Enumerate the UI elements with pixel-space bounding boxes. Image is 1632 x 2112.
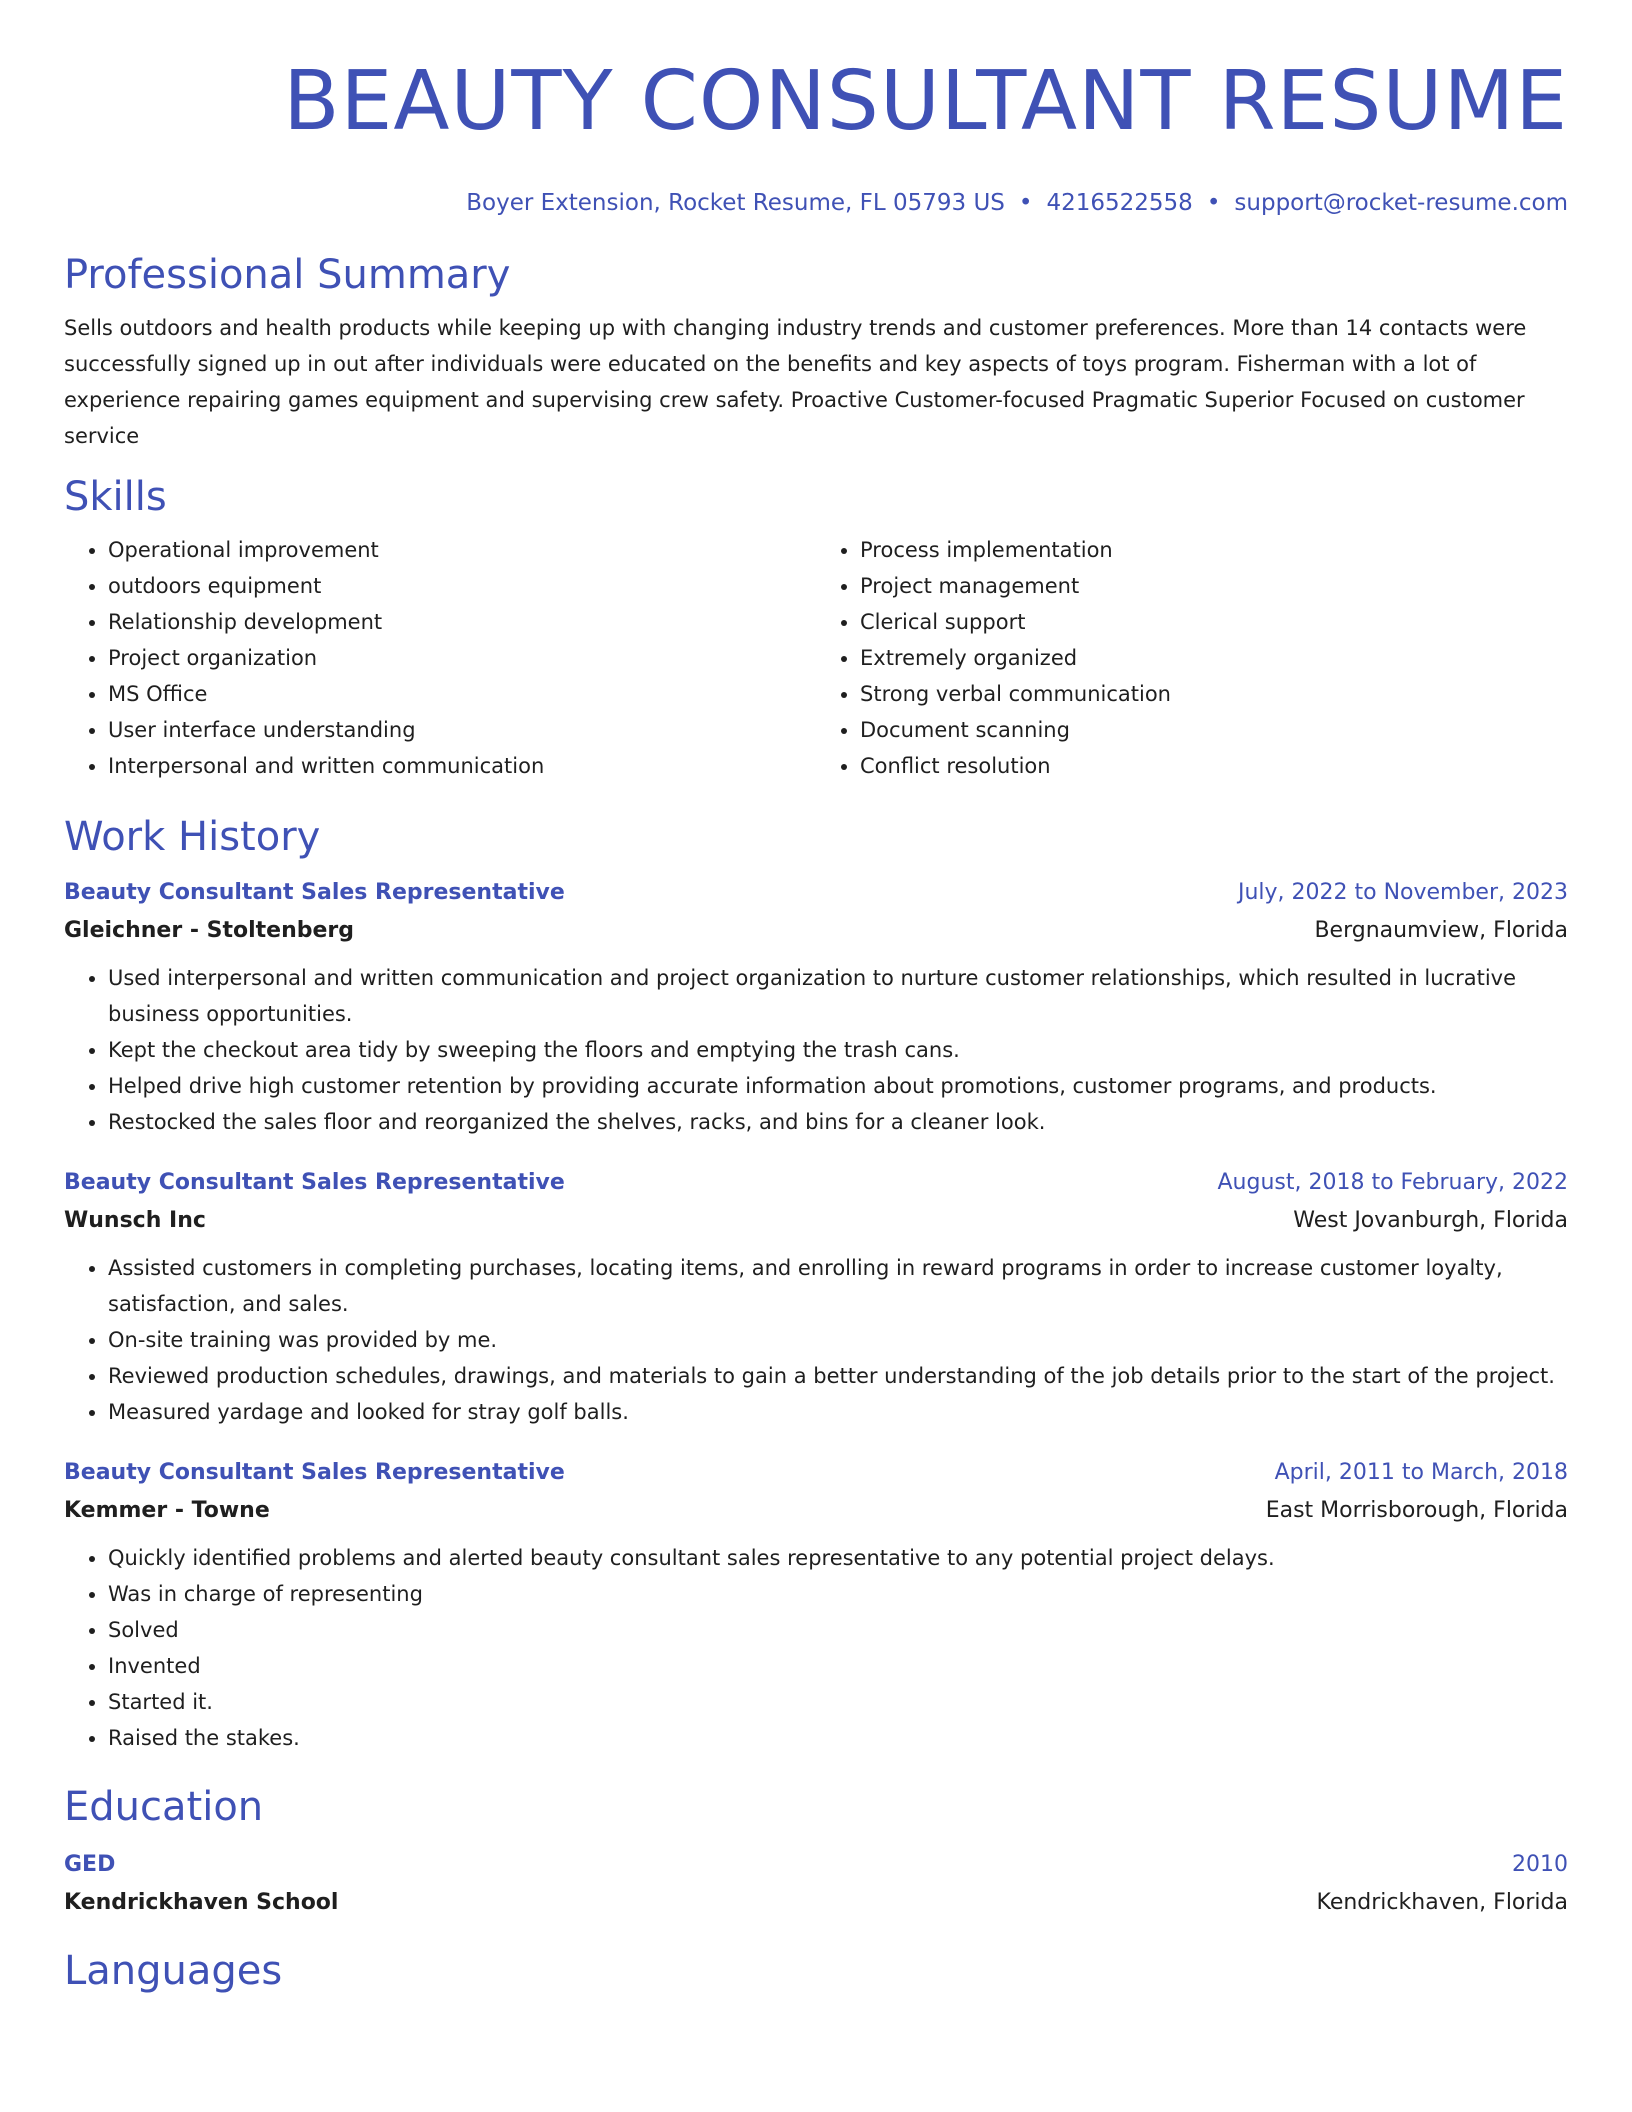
job-bullet: • Solved: [108, 1612, 1568, 1648]
job-bullet: • Quickly identified problems and alerted beauty consultant sales representative to any potential project delays.: [108, 1540, 1568, 1576]
job-bullet: • Kept the checkout area tidy by sweeping the floors and emptying the trash cans.: [108, 1032, 1568, 1068]
job-header: [64, 874, 1568, 912]
job-bullets: [64, 960, 1568, 1140]
job-bullet: • Used interpersonal and written communication and project organization to nurture customer relationships, which resulted in lucrative business opportunities.: [108, 960, 1568, 1032]
job-bullet: • Reviewed production schedules, drawings, and materials to gain a better understanding of the job details prior to the start of the project.: [108, 1358, 1568, 1394]
skill-item: • outdoors equipment: [108, 568, 816, 604]
job-subheader: [64, 1202, 1568, 1240]
job-bullet: • On-site training was provided by me.: [108, 1322, 1568, 1358]
job-bullets: [64, 1250, 1568, 1430]
skill-item: • Document scanning: [860, 712, 1568, 748]
job-dates: April, 2011 to March, 2018: [1274, 1460, 1568, 1485]
skill-item: • User interface understanding: [108, 712, 816, 748]
job-dates: July, 2022 to November, 2023: [1237, 880, 1568, 905]
skills-heading: Skills: [64, 474, 167, 520]
contact-line: [64, 188, 1568, 218]
resume-page: [64, 0, 1568, 1996]
work-history-heading: Work History: [64, 814, 321, 860]
job-dates: August, 2018 to February, 2022: [1217, 1170, 1568, 1195]
job-company: Kemmer - Towne: [64, 1498, 270, 1523]
job-bullet: • Restocked the sales floor and reorganized the shelves, racks, and bins for a cleaner look.: [108, 1104, 1568, 1140]
job-bullets: [64, 1540, 1568, 1756]
skill-item: • Conflict resolution: [860, 748, 1568, 784]
education-location: Kendrickhaven, Florida: [1316, 1890, 1568, 1915]
job-entry: [64, 1454, 1568, 1756]
resume-title: BEAUTY CONSULTANT RESUME: [283, 54, 1568, 149]
job-bullet: • Raised the stakes.: [108, 1720, 1568, 1756]
skill-item: • Interpersonal and written communication: [108, 748, 816, 784]
job-title: Beauty Consultant Sales Representative: [64, 880, 565, 905]
job-header: [64, 1454, 1568, 1492]
job-subheader: [64, 1492, 1568, 1530]
job-title: Beauty Consultant Sales Representative: [64, 1170, 565, 1195]
contact-address: Boyer Extension, Rocket Resume, FL 05793 US: [466, 190, 1005, 216]
job-subheader: [64, 912, 1568, 950]
skills-column-left: [64, 532, 816, 784]
skill-item: • MS Office: [108, 676, 816, 712]
job-bullet: • Assisted customers in completing purchases, locating items, and enrolling in reward programs in order to increase customer loyalty, satisfaction, and sales.: [108, 1250, 1568, 1322]
job-entry: [64, 1164, 1568, 1430]
job-company: Gleichner - Stoltenberg: [64, 918, 355, 943]
job-bullet: • Started it.: [108, 1684, 1568, 1720]
job-location: West Jovanburgh, Florida: [1293, 1208, 1568, 1233]
skill-item: • Operational improvement: [108, 532, 816, 568]
skills-column-right: [816, 532, 1568, 784]
skill-item: • Process implementation: [860, 532, 1568, 568]
skill-item: • Clerical support: [860, 604, 1568, 640]
skill-item: • Project management: [860, 568, 1568, 604]
contact-separator: •: [1206, 190, 1221, 216]
skill-item: • Extremely organized: [860, 640, 1568, 676]
education-entry: [64, 1846, 1568, 1922]
job-location: Bergnaumview, Florida: [1314, 918, 1568, 943]
job-company: Wunsch Inc: [64, 1208, 206, 1233]
contact-phone: 4216522558: [1046, 190, 1193, 216]
job-bullet: • Helped drive high customer retention by providing accurate information about promotions, customer programs, and products.: [108, 1068, 1568, 1104]
skill-item: • Relationship development: [108, 604, 816, 640]
education-degree: GED: [64, 1852, 116, 1877]
skill-item: • Strong verbal communication: [860, 676, 1568, 712]
summary-heading: Professional Summary: [64, 252, 511, 298]
job-title: Beauty Consultant Sales Representative: [64, 1460, 565, 1485]
job-bullet: • Was in charge of representing: [108, 1576, 1568, 1612]
education-header: [64, 1846, 1568, 1884]
summary-text: Sells outdoors and health products while keeping up with changing industry trends and customer preferences. More than 14 contacts were successfully signed up in out after individuals were educated on the benefits and key aspects of toys program. Fisherman with a lot of experience repairing games equipment and supervising crew safety. Proactive Customer-focused Pragmatic Superior Focused on customer service: [64, 316, 1527, 448]
contact-email[interactable]: support@rocket-resume.com: [1234, 190, 1568, 216]
education-school: Kendrickhaven School: [64, 1890, 339, 1915]
job-location: East Morrisborough, Florida: [1265, 1498, 1568, 1523]
education-subheader: [64, 1884, 1568, 1922]
job-bullet: • Measured yardage and looked for stray golf balls.: [108, 1394, 1568, 1430]
job-bullet: • Invented: [108, 1648, 1568, 1684]
skill-item: • Project organization: [108, 640, 816, 676]
education-year: 2010: [1512, 1852, 1568, 1877]
job-header: [64, 1164, 1568, 1202]
education-heading: Education: [64, 1784, 264, 1830]
job-entry: [64, 874, 1568, 1140]
languages-heading: Languages: [64, 1948, 283, 1994]
contact-separator: •: [1018, 190, 1033, 216]
skills-list: [64, 532, 1568, 784]
